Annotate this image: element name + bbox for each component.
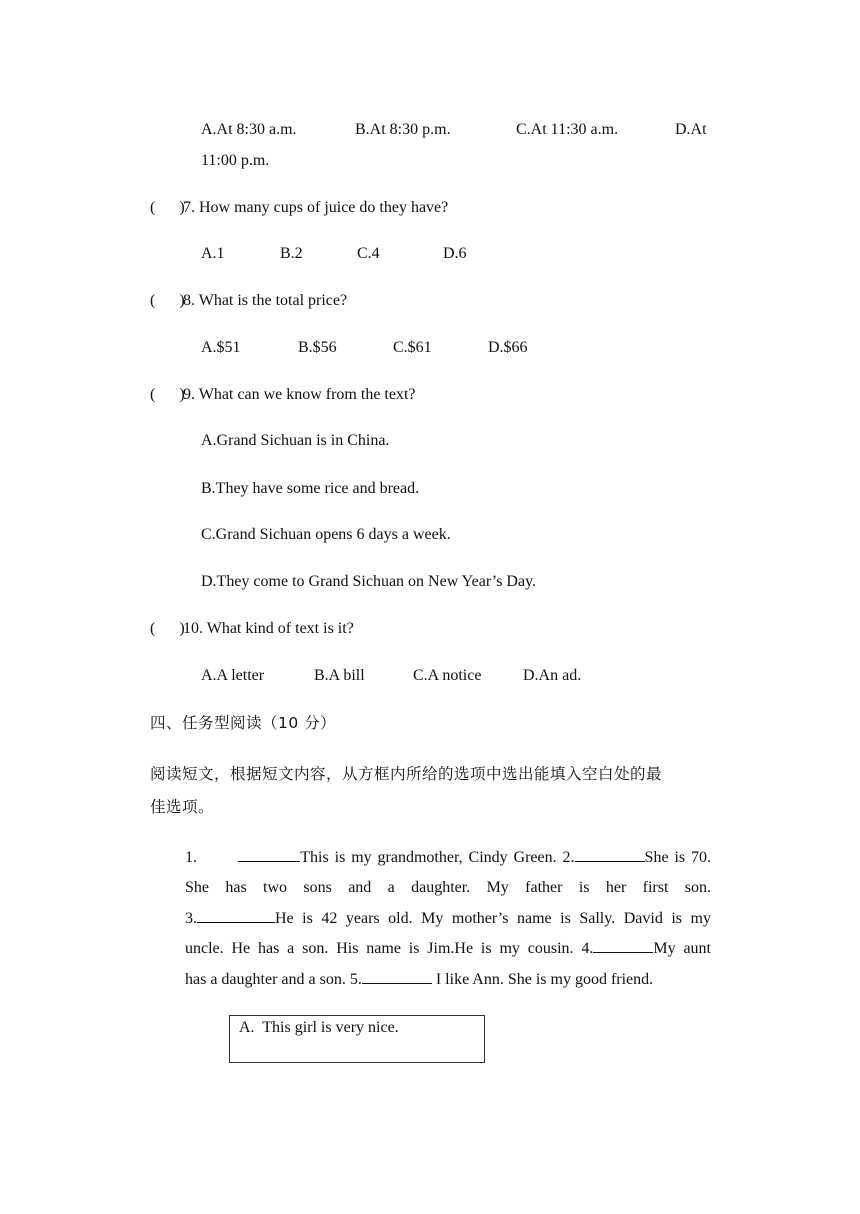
q7-text: 7. How many cups of juice do they have? xyxy=(183,199,449,216)
passage-line-2: She has two sons and a daughter. My father is her first son. xyxy=(185,879,711,897)
q10-option-d: D.An ad. xyxy=(523,667,582,684)
q6-option-d: D.At xyxy=(675,121,707,138)
q7-answer-blank: ( ) xyxy=(150,199,185,216)
options-box xyxy=(229,1015,485,1063)
q10-answer-blank: ( ) xyxy=(150,620,185,637)
q8-option-a: A.$51 xyxy=(201,339,241,356)
q9-text: 9. What can we know from the text? xyxy=(183,386,416,403)
q10-option-b: B.A bill xyxy=(314,667,365,684)
section-4-instruction-line-1: 阅读短文，根据短文内容，从方框内所给的选项中选出能填入空白处的最 xyxy=(150,765,663,783)
q6-option-c: C.At 11:30 a.m. xyxy=(516,121,619,138)
q7-option-d: D.6 xyxy=(443,245,467,262)
section-4-heading: 四、任务型阅读（10 分） xyxy=(150,714,337,732)
q9-option-a: A.Grand Sichuan is in China. xyxy=(201,432,390,449)
blank-1[interactable] xyxy=(238,846,300,862)
blank-2[interactable] xyxy=(575,846,645,862)
blank-3[interactable] xyxy=(197,907,275,923)
q6-option-a: A.At 8:30 a.m. xyxy=(201,121,297,138)
q9-option-d: D.They come to Grand Sichuan on New Year’s Day. xyxy=(201,573,537,590)
q7-option-c: C.4 xyxy=(357,245,380,262)
q9-answer-blank: ( ) xyxy=(150,386,185,403)
q6-option-d-wrap: 11:00 p.m. xyxy=(201,152,270,169)
q8-option-c: C.$61 xyxy=(393,339,432,356)
q10-text: 10. What kind of text is it? xyxy=(183,620,354,637)
q7-option-b: B.2 xyxy=(280,245,303,262)
q8-answer-blank: ( ) xyxy=(150,292,185,309)
reading-passage xyxy=(185,843,711,995)
option-a-text: A. This girl is very nice. xyxy=(239,1019,399,1036)
q9-option-c: C.Grand Sichuan opens 6 days a week. xyxy=(201,526,451,543)
blank-5[interactable] xyxy=(362,968,432,984)
passage-line-3: 3. He is 42 years old. My mother’s name is Sally. David is my xyxy=(185,904,711,934)
q9-option-b: B.They have some rice and bread. xyxy=(201,480,420,497)
q7-option-a: A.1 xyxy=(201,245,225,262)
q8-option-d: D.$66 xyxy=(488,339,528,356)
passage-item-number: 1. xyxy=(185,849,197,866)
passage-line-4: uncle. He has a son. His name is Jim.He is my cousin. 4. My aunt xyxy=(185,934,711,964)
q8-text: 8. What is the total price? xyxy=(183,292,348,309)
blank-4[interactable] xyxy=(593,937,653,953)
q10-option-a: A.A letter xyxy=(201,667,265,684)
q8-option-b: B.$56 xyxy=(298,339,337,356)
q6-option-b: B.At 8:30 p.m. xyxy=(355,121,451,138)
section-4-instruction-line-2: 佳选项。 xyxy=(150,798,215,816)
passage-line-1: 1. This is my grandmother, Cindy Green. 2. She is 70. xyxy=(185,843,711,873)
q10-option-c: C.A notice xyxy=(413,667,482,684)
passage-line-5: has a daughter and a son. 5. I like Ann. She is my good friend. xyxy=(185,965,711,995)
